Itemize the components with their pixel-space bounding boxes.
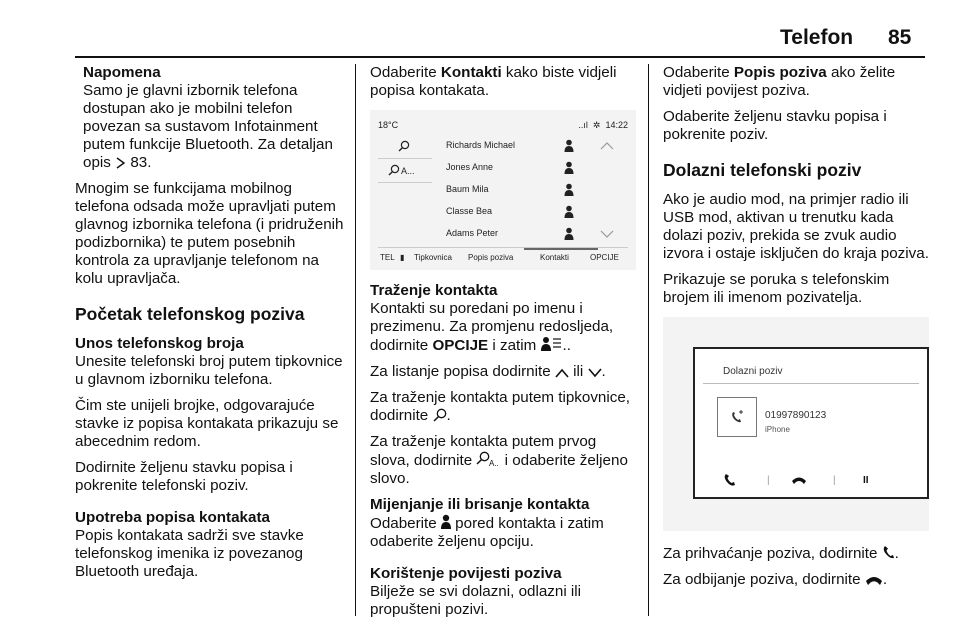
paragraph-letter-search: Za traženje kontakta putem prvog slova, dodirnite A.. i odaberite željeno slovo.	[370, 433, 628, 487]
person-icon	[441, 514, 451, 530]
caller-avatar	[717, 397, 757, 437]
search-first-letter-button[interactable]	[378, 160, 432, 183]
paragraph-sort-order: Kontakti su poredani po imenu i prezimenu. Za promjenu redosljeda, dodirnite OPCIJE i zatim ..	[370, 300, 614, 354]
tab-tel[interactable]: TEL	[380, 253, 395, 262]
intro-paragraph: Mnogim se funkcijama mobilnog telefona odsada može upravljati putem glavnog izbornika telefona (i pridruženih podizbornika) te putem posebnih kontrola za upravljanje telefonom na kolu upravljača.	[75, 180, 344, 287]
paragraph-caller-message: Prikazuje se poruka s telefonskim brojem ili imenom pozivatelja.	[663, 271, 890, 306]
reject-call-icon	[865, 574, 883, 586]
contacts-list	[440, 136, 630, 246]
paragraph-accept-call: Za prihvaćanje poziva, dodirnite .	[663, 545, 899, 562]
column-1	[75, 64, 345, 589]
paragraph-scroll: Za listanje popisa dodirnite ili .	[370, 363, 606, 380]
list-item[interactable]: Jones Anne	[440, 158, 630, 180]
header-rule	[75, 56, 925, 58]
column-divider-2	[648, 64, 649, 616]
list-item[interactable]: Classe Bea	[440, 202, 630, 224]
svg-text:A..: A..	[489, 459, 500, 467]
chevron-down-icon[interactable]	[600, 230, 614, 239]
paragraph-reject-call: Za odbijanje poziva, dodirnite .	[663, 571, 888, 588]
paragraph-select-history: Odaberite Popis poziva ako želite vidjeti povijest poziva.	[663, 64, 896, 99]
tab-options[interactable]: OPCIJE	[590, 253, 619, 262]
incoming-call-screen	[663, 317, 929, 531]
paragraph-digits: Čim ste unijeli brojke, odgovarajuće stavke iz popisa kontakata prikazuju se abecednim redom.	[75, 397, 339, 450]
reject-call-icon[interactable]	[791, 475, 807, 485]
heading-enter-number: Unos telefonskog broja	[75, 335, 244, 352]
search-icon	[433, 408, 447, 422]
page-header-title: Telefon	[780, 26, 854, 49]
pause-icon[interactable]: II	[863, 475, 869, 486]
clock-time: 14:22	[605, 120, 628, 130]
action-separator: |	[767, 475, 770, 486]
search-icon	[398, 140, 410, 152]
heading-start-call: Početak telefonskog poziva	[75, 304, 305, 324]
paragraph-select-contacts: Odaberite Kontakti kako biste vidjeli popisa kontakata.	[370, 64, 617, 99]
call-action-bar	[703, 469, 919, 489]
list-item[interactable]: Adams Peter	[440, 224, 630, 246]
phone-tab-bar	[378, 247, 628, 264]
chevron-down-icon	[588, 368, 602, 378]
sort-contacts-icon	[541, 336, 563, 352]
heading-contact-list: Upotreba popisa kontakata	[75, 509, 270, 526]
gear-icon[interactable]: ✲	[590, 120, 603, 130]
search-keyboard-button[interactable]	[378, 136, 432, 159]
paragraph-call-history: Bilježe se svi dolazni, odlazni ili propušteni pozivi.	[370, 583, 582, 618]
contacts-screen	[370, 110, 636, 270]
person-icon[interactable]	[564, 227, 574, 241]
status-bar	[378, 120, 628, 132]
tab-call-history[interactable]: Popis poziva	[468, 253, 514, 262]
person-icon[interactable]	[564, 183, 574, 197]
note-body: Samo je glavni izbornik telefona dostupan ako je mobilni telefon povezan sa sustavom Infotainment putem funkcije Bluetooth. Za detaljan opis 83.	[83, 82, 333, 171]
heading-incoming-call: Dolazni telefonski poziv	[663, 160, 862, 180]
incoming-call-dialog	[693, 347, 929, 499]
heading-call-history: Korištenje povijesti poziva	[370, 565, 562, 582]
incoming-phone-icon	[730, 410, 744, 424]
tab-contacts[interactable]: Kontakti	[540, 253, 569, 262]
search-letter-icon	[388, 164, 400, 176]
chevron-up-icon[interactable]	[600, 141, 614, 150]
tab-keypad[interactable]: Tipkovnica	[414, 253, 452, 262]
caller-source: iPhone	[765, 425, 790, 434]
temperature: 18°C	[378, 120, 399, 130]
action-separator: |	[833, 475, 836, 486]
accept-call-icon	[882, 545, 895, 560]
signal-icon: ..ıl	[578, 120, 588, 130]
person-icon[interactable]	[564, 139, 574, 153]
phone-device-icon: ▮	[400, 253, 405, 262]
list-item[interactable]: Richards Michael	[440, 136, 630, 158]
search-letter-icon	[476, 451, 500, 467]
paragraph-edit-contact: Odaberite pored kontakta i zatim odaberite željenu opciju.	[370, 515, 604, 550]
column-2	[370, 64, 636, 627]
paragraph-audio-mute: Ako je audio mod, na primjer radio ili USB mod, aktivan u trenutku kada dolazi poziv, prekida se zvuk audio izvora i ostaje isključen do kraja poziva.	[663, 191, 929, 262]
accept-call-icon[interactable]	[723, 473, 737, 487]
chevron-up-icon	[555, 368, 569, 378]
person-icon[interactable]	[564, 205, 574, 219]
column-divider-1	[355, 64, 356, 616]
dialog-divider	[703, 383, 919, 384]
paragraph-contact-list: Popis kontakata sadrži sve stavke telefonskog imenika iz povezanog Bluetooth uređaja.	[75, 527, 304, 580]
paragraph-keyboard-search: Za traženje kontakta putem tipkovnice, dodirnite .	[370, 389, 631, 424]
page-ref-arrow-icon	[115, 157, 126, 169]
paragraph-enter-number: Unesite telefonski broj putem tipkovnice u glavnom izborniku telefona.	[75, 353, 343, 388]
paragraph-tap-item: Dodirnite željenu stavku popisa i pokrenite telefonski poziv.	[75, 459, 293, 494]
heading-search-contact: Traženje kontakta	[370, 282, 498, 299]
page-number: 85	[888, 26, 912, 49]
note-block	[75, 64, 345, 172]
search-letter-label: A...	[401, 166, 415, 176]
person-icon[interactable]	[564, 161, 574, 175]
paragraph-select-item: Odaberite željenu stavku popisa i pokrenite poziv.	[663, 108, 887, 143]
heading-edit-contact: Mijenjanje ili brisanje kontakta	[370, 496, 590, 513]
column-3	[663, 64, 933, 597]
incoming-call-title: Dolazni poziv	[723, 366, 783, 377]
search-panel	[378, 136, 432, 246]
caller-number: 01997890123	[765, 410, 827, 421]
note-title: Napomena	[83, 64, 161, 81]
list-item[interactable]: Baum Mila	[440, 180, 630, 202]
